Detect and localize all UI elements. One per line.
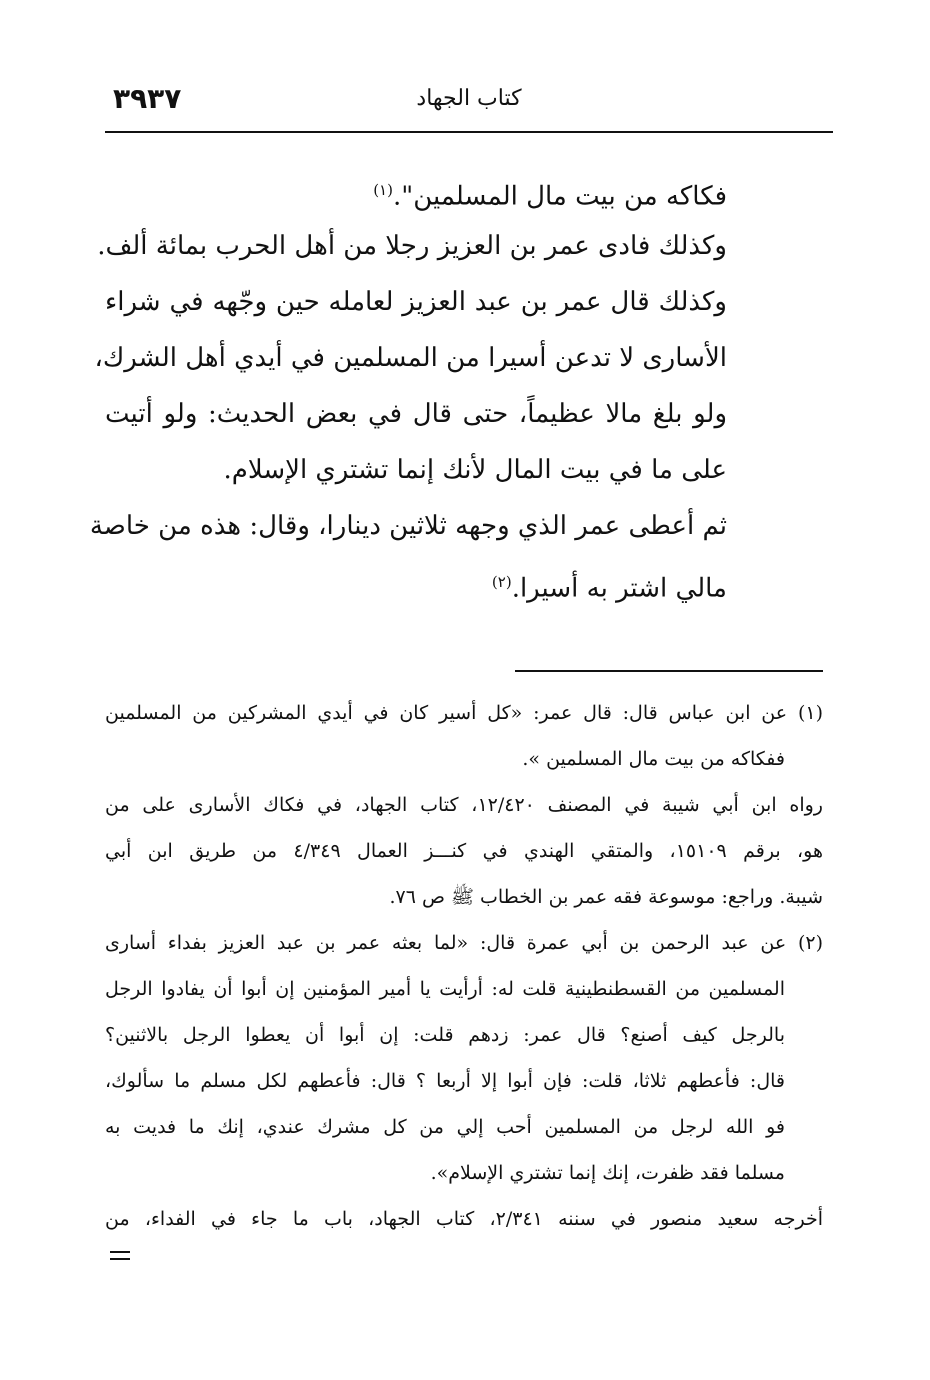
footnote-line: شيبة. وراجع: موسوعة فقه عمر بن الخطاب ﷺ ص ٧٦. <box>389 886 823 908</box>
page-number: ٣٩٣٧ <box>113 82 182 115</box>
footnote-line: بالرجل كيف أصنع؟ قال عمر: زدهم قلت: إن أبوا أن يعطوا الرجل بالاثنين؟ <box>105 1024 785 1046</box>
footnote-line: أخرجه سعيد منصور في سننه ٢/٣٤١، كتاب الجهاد، باب ما جاء في الفداء، من <box>105 1208 823 1230</box>
footnote-line: ففكاكه من بيت مال المسلمين ». <box>522 748 785 770</box>
footnote-line: هو، برقم ١٥١٠٩، والمتقي الهندي في كنـــز العمال ٤/٣٤٩ من طريق ابن أبي <box>105 840 824 862</box>
footnote-line: قال: فأعطهم ثلاثا، قلت: فإن أبوا إلا أربعا ؟ قال: فأعطهم لكل مسلم ما سألوك، <box>105 1070 785 1092</box>
footnote-ref: (١) <box>373 181 393 199</box>
footnote-separator <box>515 670 823 672</box>
main-line: وكذلك قال عمر بن عبد العزيز لعامله حين وجّهه في شراء <box>105 287 727 317</box>
running-title: كتاب الجهاد <box>416 86 522 111</box>
main-line: وكذلك فادى عمر بن العزيز رجلا من أهل الحرب بمائة ألف. <box>97 231 727 261</box>
footnote-line: المسلمين من القسطنطينية قلت له: أرأيت يا أمير المؤمنين إن أبوا أن يفادوا الرجل <box>105 978 785 1000</box>
main-line: على ما في بيت المال لأنك إنما تشتري الإسلام. <box>223 455 727 485</box>
footnote-line: مسلما فقد ظفرت، إنك إنما تشتري الإسلام». <box>430 1162 785 1184</box>
main-line: مالي اشتر به أسيرا.$^{(٢)}$ <box>491 573 727 604</box>
continuation-mark <box>110 1251 130 1265</box>
footnote-line: فو الله لرجل من المسلمين أحب إلي من كل مشرك عندي، إنك ما فديت به <box>105 1116 785 1138</box>
footnote-line: رواه ابن أبي شيبة في المصنف ١٢/٤٢٠، كتاب الجهاد، في فكاك الأسارى على من <box>105 794 823 816</box>
footnote-line: (٢) عن عبد الرحمن بن أبي عمرة قال: «لما بعثه عمر بن عبد العزيز بفداء أسارى <box>105 932 823 954</box>
main-line: ثم أعطى عمر الذي وجهه ثلاثين دينارا، وقال: هذه من خاصة <box>89 511 727 541</box>
footnote-line: (١) عن ابن عباس قال: قال عمر: «كل أسير كان في أيدي المشركين من المسلمين <box>105 702 823 724</box>
main-line: الأسارى لا تدعن أسيرا من المسلمين في أيدي أهل الشرك، <box>94 343 727 373</box>
main-line: فكاكه من بيت مال المسلمين".$^{(١)}$ <box>373 181 727 212</box>
header-rule <box>105 131 833 133</box>
page-header <box>105 78 833 128</box>
main-line: ولو بلغ مالا عظيماً، حتى قال في بعض الحديث: ولو أتيت <box>105 399 727 429</box>
main-text <box>89 162 727 610</box>
footnote-ref: (٢) <box>491 573 512 591</box>
footnotes <box>105 690 823 1242</box>
